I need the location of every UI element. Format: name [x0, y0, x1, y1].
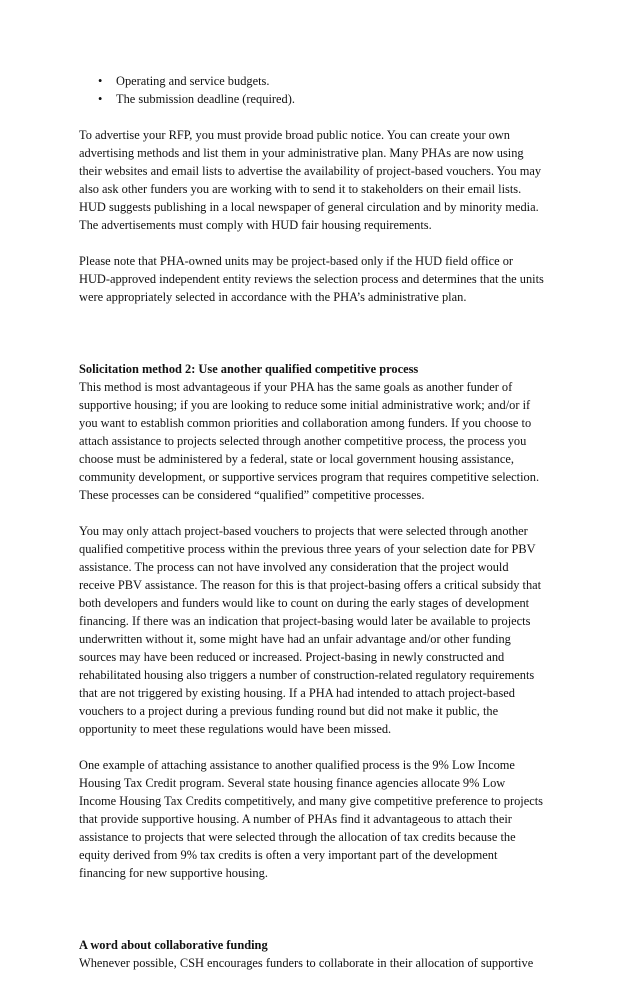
text-line: qualified competitive process within the previous three years of your selection date for PBV — [79, 542, 536, 556]
text-line: To advertise your RFP, you must provide broad public notice. You can create your own — [79, 128, 511, 142]
text-line: you want to establish common priorities and collaboration among funders. If you choose to — [79, 416, 532, 430]
text-line: sources may have been reduced or increased. Project-basing in newly constructed and — [79, 650, 505, 664]
text-line: choose must be administered by a federal, state or local government housing assistance, — [79, 452, 514, 466]
section-solicitation-method-2 — [79, 360, 559, 504]
text-line: Please note that PHA-owned units may be project-based only if the HUD field office or — [79, 254, 514, 268]
text-line: were appropriately selected in accordance with the PHA’s administrative plan. — [79, 290, 467, 304]
text-line: The advertisements must comply with HUD fair housing requirements. — [79, 218, 432, 232]
text-line: You may only attach project-based vouchers to projects that were selected through another — [79, 524, 528, 538]
bullet-text: The submission deadline (required). — [116, 92, 295, 106]
text-line: One example of attaching assistance to another qualified process is the 9% Low Income — [79, 758, 515, 772]
text-line: HUD-approved independent entity reviews the selection process and determines that the units — [79, 272, 544, 286]
text-line: that are not triggered by existing housing. If a PHA had intended to attach project-based — [79, 686, 515, 700]
text-line: assistance. The process can not have involved any consideration that the project would — [79, 560, 509, 574]
text-line: financing for new supportive housing. — [79, 866, 268, 880]
text-line: both developers and funders would like to count on during the early stages of development — [79, 596, 530, 610]
section-heading: Solicitation method 2: Use another qualified competitive process — [79, 362, 419, 376]
text-line: their websites and email lists to advertise the availability of project-based vouchers. You may — [79, 164, 542, 178]
section-collaborative-funding — [79, 936, 559, 972]
bullet-list — [79, 72, 559, 108]
bullet-item — [79, 72, 559, 90]
bullet-text: Operating and service budgets. — [116, 74, 270, 88]
paragraph-rfp-advertising — [79, 126, 559, 234]
text-line: financing. If there was an indication that project-basing would later be available to projects — [79, 614, 531, 628]
section-spacer — [79, 324, 559, 360]
paragraph-qualified-process — [79, 522, 559, 738]
bullet-dot-icon: • — [98, 92, 103, 106]
paragraph-pha-owned-units — [79, 252, 559, 306]
text-line: that provide supportive housing. A number of PHAs find it advantageous to attach their — [79, 812, 512, 826]
text-line: underwritten without it, some might have had an unfair advantage and/or other funding — [79, 632, 511, 646]
section-heading: A word about collaborative funding — [79, 938, 268, 952]
text-line: vouchers to a project during a previous funding round but did not make it public, the — [79, 704, 499, 718]
text-line: receive PBV assistance. The reason for this is that project-basing offers a critical subsidy that — [79, 578, 542, 592]
text-line: These processes can be considered “qualified” competitive processes. — [79, 488, 425, 502]
text-line: advertising methods and list them in your administrative plan. Many PHAs are now using — [79, 146, 524, 160]
text-line: HUD suggests publishing in a local newspaper of general circulation and by minority media. — [79, 200, 539, 214]
text-line: community development, or supportive services program that requires competitive selection. — [79, 470, 540, 484]
paragraph-tax-credit-example — [79, 756, 559, 882]
text-line: supportive housing; if you are looking to reduce some initial administrative work; and/or if — [79, 398, 531, 412]
text-line: equity derived from 9% tax credits is often a very important part of the development — [79, 848, 498, 862]
document-page — [79, 72, 559, 990]
text-line: attach assistance to projects selected through another competitive process, the process you — [79, 434, 527, 448]
text-line: assistance to projects that were selected through the allocation of tax credits because the — [79, 830, 516, 844]
text-line: This method is most advantageous if your PHA has the same goals as another funder of — [79, 380, 513, 394]
bullet-dot-icon: • — [98, 74, 103, 88]
text-line: Income Housing Tax Credits competitively, and many give competitive preference to projects — [79, 794, 543, 808]
text-line: Whenever possible, CSH encourages funders to collaborate in their allocation of supportive — [79, 956, 534, 970]
text-line: opportunity to meet these regulations would have been missed. — [79, 722, 392, 736]
section-spacer — [79, 900, 559, 936]
text-line: rehabilitated housing also triggers a number of construction-related regulatory requirements — [79, 668, 535, 682]
text-line: also ask other funders you are working with to send it to stakeholders on their email lists. — [79, 182, 522, 196]
bullet-item — [79, 90, 559, 108]
text-line: Housing Tax Credit program. Several state housing finance agencies allocate 9% Low — [79, 776, 506, 790]
